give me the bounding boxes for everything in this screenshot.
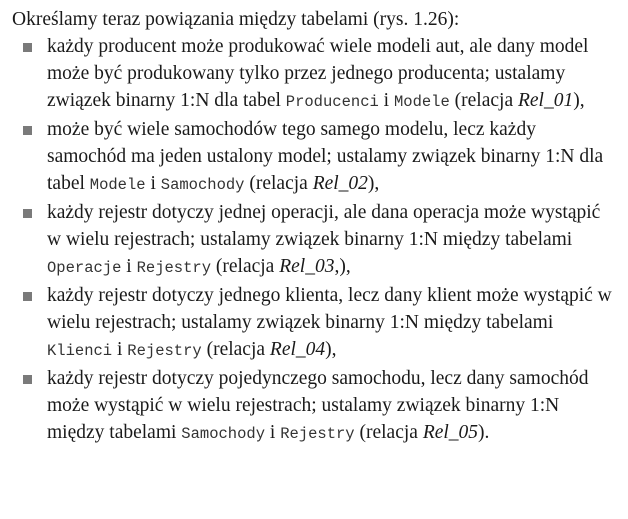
square-bullet-icon <box>23 126 32 135</box>
item-text: ,), <box>334 256 351 277</box>
relation-name: Rel_02 <box>312 173 368 194</box>
square-bullet-icon <box>23 375 32 384</box>
item-text: (relacja <box>244 173 313 194</box>
intro-paragraph: Określamy teraz powiązania między tabelami (rys. 1.26): <box>12 9 460 30</box>
table-name: Operacje <box>47 259 122 277</box>
item-text: każdy rejestr dotyczy pojedynczego samochodu, lecz dany samochód może wystąpić w wielu rejestrach; ustalamy związek binarny 1:N między tabelami <box>47 368 589 443</box>
item-text: (relacja <box>211 256 280 277</box>
relation-name: Rel_05 <box>422 422 479 443</box>
item-text: ). <box>478 422 490 443</box>
relation-name: Rel_04 <box>269 339 326 360</box>
list-item <box>12 116 618 199</box>
square-bullet-icon <box>23 43 32 52</box>
item-text: i <box>121 256 137 277</box>
relation-name: Rel_01 <box>517 90 574 111</box>
item-text: każdy rejestr dotyczy jednej operacji, ale dana operacja może wystąpić w wielu rejestrach; ustalamy związek binarny 1:N między tabelami <box>47 202 601 250</box>
list-item <box>12 199 618 282</box>
list-item <box>12 365 618 448</box>
item-text: ), <box>573 90 585 111</box>
item-text: i <box>112 339 128 360</box>
item-text: (relacja <box>201 339 270 360</box>
item-text: i <box>378 90 394 111</box>
table-name: Modele <box>89 176 146 194</box>
item-text: każdy producent może produkować wiele modeli aut, ale dany model może być produkowany tylko przez jednego producenta; ustalamy związek binarny 1:N dla tabel <box>47 36 589 111</box>
table-name: Modele <box>393 93 450 111</box>
table-name: Samochody <box>181 425 266 443</box>
item-text: ), <box>325 339 337 360</box>
relationship-list <box>12 33 618 448</box>
table-name: Klienci <box>47 342 113 360</box>
table-name: Rejestry <box>127 342 202 360</box>
item-text: i <box>145 173 161 194</box>
item-text: (relacja <box>354 422 423 443</box>
item-text: każdy rejestr dotyczy jednego klienta, lecz dany klient może wystąpić w wielu rejestrach; ustalamy związek binarny 1:N między tabelami <box>47 285 612 333</box>
item-text: ), <box>367 173 380 194</box>
table-name: Producenci <box>285 93 379 111</box>
table-name: Rejestry <box>136 259 212 277</box>
square-bullet-icon <box>23 292 32 301</box>
item-text: i <box>265 422 281 443</box>
list-item <box>12 282 618 365</box>
item-text: (relacja <box>449 90 518 111</box>
table-name: Samochody <box>160 176 245 194</box>
list-item <box>12 33 618 116</box>
relation-name: Rel_03 <box>279 256 335 277</box>
square-bullet-icon <box>23 209 32 218</box>
item-text: może być wiele samochodów tego samego modelu, lecz każdy samochód ma jeden ustalony model; ustalamy związek binarny 1:N dla tabel <box>47 119 604 194</box>
table-name: Rejestry <box>280 425 355 443</box>
